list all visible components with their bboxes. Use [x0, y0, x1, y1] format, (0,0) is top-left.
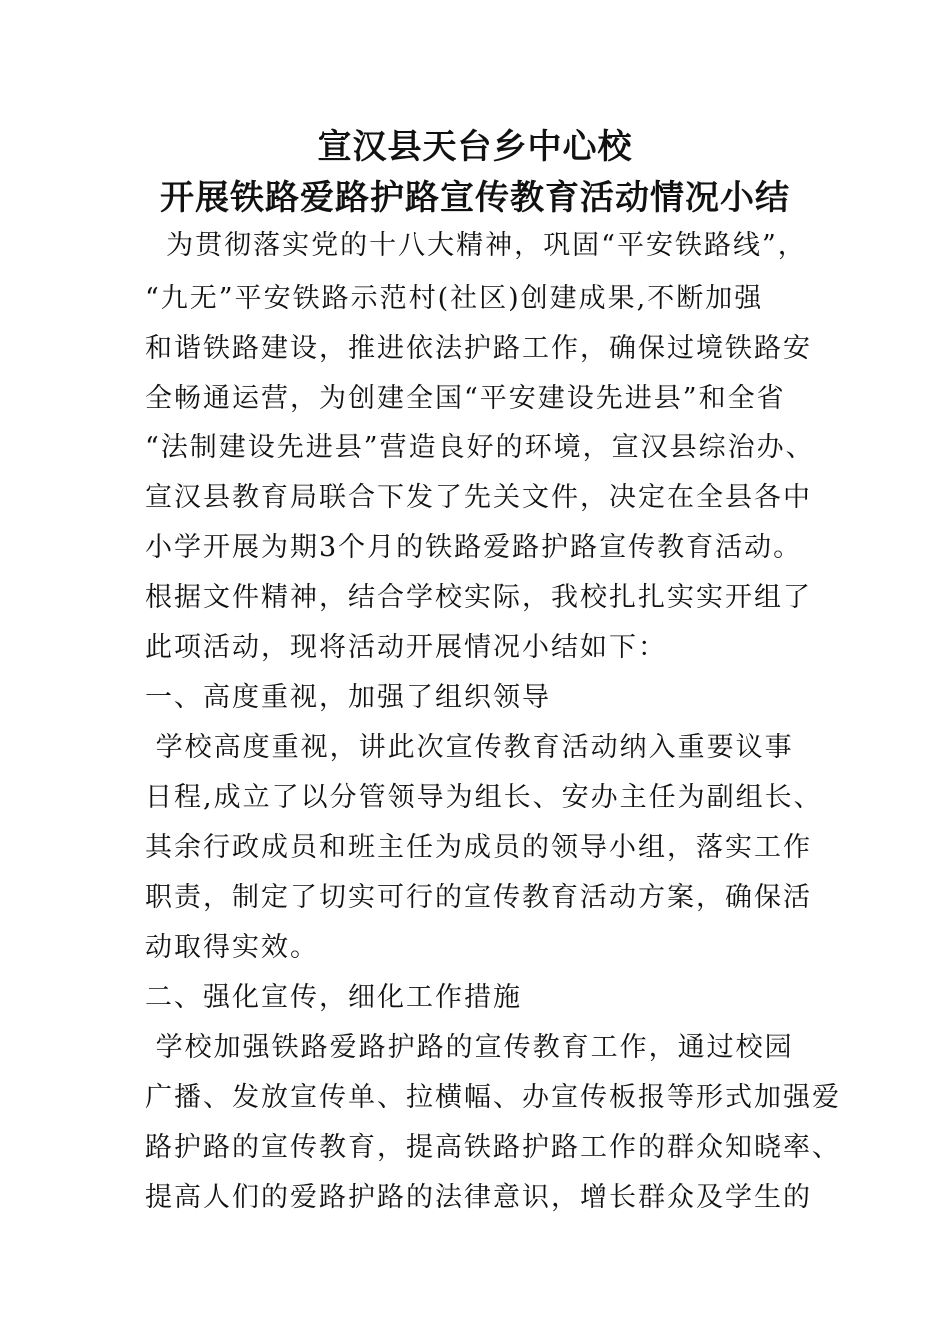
document-title-line-1: 宣汉县天台乡中心校 — [317, 127, 633, 167]
paragraph-line: 广播、发放宣传单、拉横幅、办宣传板报等形式加强爱 — [145, 1082, 841, 1113]
paragraph-line: 全畅通运营，为创建全国“平安建设先进县”和全省 — [145, 383, 786, 414]
paragraph-line: “法制建设先进县”营造良好的环境，宣汉县综治办、 — [145, 432, 815, 463]
paragraph-line: 根据文件精神，结合学校实际，我校扎扎实实开组了 — [145, 582, 812, 613]
paragraph-line: 学校高度重视，讲此次宣传教育活动纳入重要议事 — [145, 732, 794, 763]
paragraph-line: 提高人们的爱路护路的法律意识，增长群众及学生的 — [145, 1182, 812, 1213]
paragraph-line: 和谐铁路建设，推进依法护路工作，确保过境铁路安 — [145, 333, 812, 364]
paragraph-line: 其余行政成员和班主任为成员的领导小组，落实工作 — [145, 832, 812, 863]
paragraph-line: “九无”平安铁路示范村(社区)创建成果,不断加强 — [145, 283, 764, 314]
paragraph-line: 小学开展为期3个月的铁路爱路护路宣传教育活动。 — [145, 532, 803, 563]
section-heading: 二、强化宣传，细化工作措施 — [145, 982, 522, 1013]
paragraph-line: 动取得实效。 — [145, 932, 319, 963]
document-title-line-2: 开展铁路爱路护路宣传教育活动情况小结 — [160, 178, 790, 218]
paragraph-line: 日程,成立了以分管领导为组长、安办主任为副组长、 — [145, 782, 823, 813]
section-heading: 一、高度重视，加强了组织领导 — [145, 682, 551, 713]
paragraph-line: 学校加强铁路爱路护路的宣传教育工作，通过校园 — [145, 1032, 794, 1063]
paragraph-line: 宣汉县教育局联合下发了先关文件，决定在全县各中 — [145, 482, 812, 513]
paragraph-line: 职责，制定了切实可行的宣传教育活动方案，确保活 — [145, 882, 812, 913]
paragraph-line: 为贯彻落实党的十八大精神，巩固“平安铁路线”， — [145, 230, 807, 261]
paragraph-line: 路护路的宣传教育，提高铁路护路工作的群众知晓率、 — [145, 1132, 841, 1163]
paragraph-line: 此项活动，现将活动开展情况小结如下： — [145, 632, 667, 663]
